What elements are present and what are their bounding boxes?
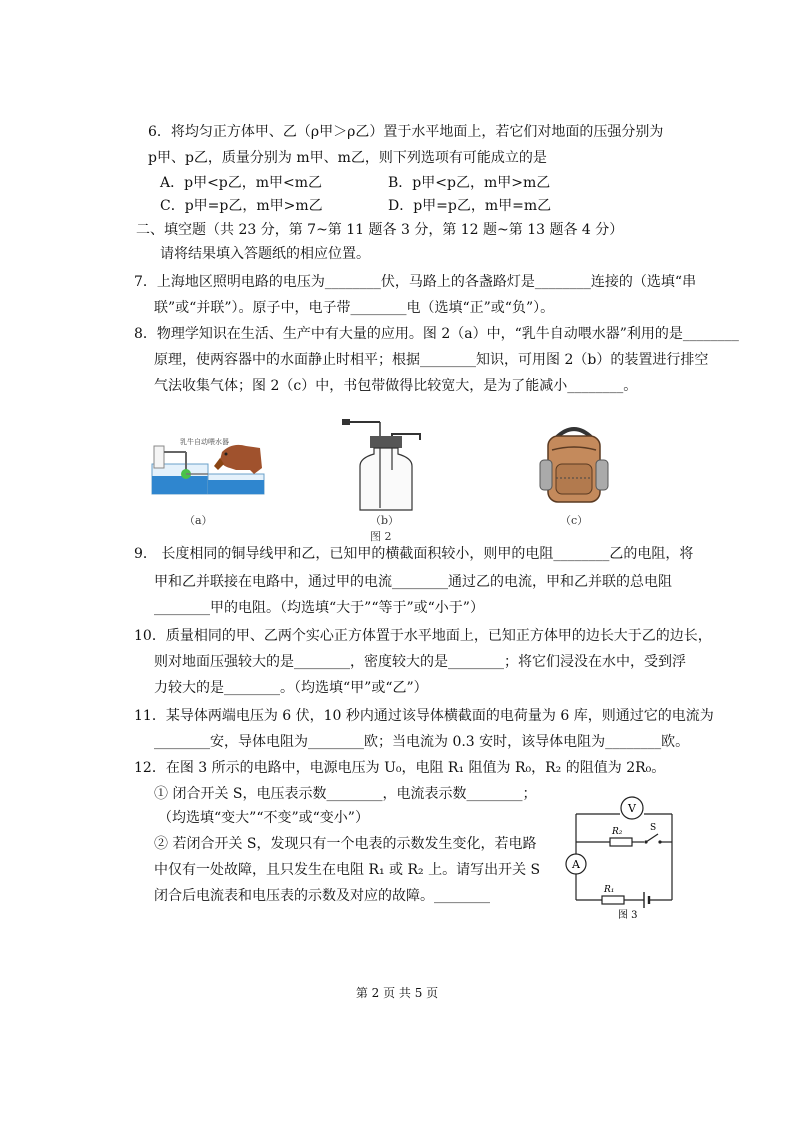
q9-line3: ________甲的电阻。（均选填“大于”“等于”或“小于”） (154, 600, 484, 616)
q9-line1: 9． 长度相同的铜导线甲和乙，已知甲的横截面积较小，则甲的电阻________乙的电阻，将 (134, 546, 694, 562)
q10-line2: 则对地面压强较大的是________，密度较大的是________；将它们浸没在水中，受到浮 (154, 654, 686, 670)
resistor-r2-icon (610, 838, 632, 846)
q6-line2: p甲、p乙，质量分别为 m甲、m乙，则下列选项有可能成立的是 (148, 150, 547, 166)
section2-instruction: 请将结果填入答题纸的相应位置。 (160, 246, 370, 262)
figure-3-circuit (560, 796, 684, 920)
q12-part2-line3: 闭合后电流表和电压表的示数及对应的故障。________ (154, 888, 490, 904)
q6-option-d: D．p甲=p乙，m甲=m乙 (388, 198, 552, 214)
figure-2a-image (150, 428, 266, 504)
section2-heading: 二、填空题（共 23 分，第 7~第 11 题各 3 分，第 12 题~第 13 题各 4 分） (136, 222, 624, 238)
ammeter-label: A (572, 858, 580, 871)
switch-icon (646, 834, 658, 842)
q8-line1: 8．物理学知识在生活、生产中有大量的应用。图 2（a）中，“乳牛自动喂水器”利用的是________ (134, 326, 739, 342)
q12-part2-line1: ② 若闭合开关 S，发现只有一个电表的示数发生变化，若电路 (154, 836, 537, 852)
resistor-r1-icon (602, 896, 624, 904)
q10-line3: 力较大的是________。（均选填“甲”或“乙”） (154, 680, 428, 696)
figure-2-caption: 图 2 (370, 530, 392, 543)
figure-2b-label: （b） (370, 514, 400, 527)
q6-option-a: A．p甲<p乙，m甲<m乙 (160, 175, 323, 191)
figure-2a-inner-label: 乳牛自动喂水器 (180, 438, 229, 446)
q8-line3: 气法收集气体；图 2（c）中，书包带做得比较宽大，是为了能减小________。 (154, 378, 638, 394)
q6-option-c: C．p甲=p乙，m甲>m乙 (160, 198, 323, 214)
figure-3-caption: 图 3 (618, 910, 638, 920)
q11-line2: ________安，导体电阻为________欧；当电流为 0.3 安时，该导体电阻为________欧。 (154, 734, 690, 750)
q12-part2-line2: 中仅有一处故障，且只发生在电阻 R₁ 或 R₂ 上。请写出开关 S (154, 862, 541, 878)
q12-part1-line2: （均选填“变大”“不变”或“变小”） (158, 810, 369, 826)
r1-label: R₁ (604, 885, 615, 895)
q12-part1-line1: ① 闭合开关 S，电压表示数________，电流表示数________； (154, 786, 537, 802)
voltmeter-label: V (628, 802, 636, 815)
q10-line1: 10．质量相同的甲、乙两个实心正方体置于水平地面上，已知正方体甲的边长大于乙的边长， (134, 628, 712, 644)
figure-2 (140, 412, 660, 548)
switch-label: S (650, 823, 657, 833)
q9-line2: 甲和乙并联接在电路中，通过甲的电流________通过乙的电流，甲和乙并联的总电阻 (154, 574, 672, 590)
figure-2c-label: （c） (560, 514, 589, 527)
r2-label: R₂ (612, 827, 623, 837)
q7-line2: 联”或“并联”）。原子中，电子带________电（选填“正”或“负”）。 (154, 300, 555, 316)
figure-2a-label: （a） (184, 514, 213, 527)
q8-line2: 原理，使两容器中的水面静止时相平；根据________知识，可用图 2（b）的装置进行排空 (154, 352, 709, 368)
figure-2b-image (340, 412, 430, 512)
q6-line1: 6．将均匀正方体甲、乙（ρ甲＞ρ乙）置于水平地面上，若它们对地面的压强分别为 (148, 124, 664, 140)
page-footer: 第 2 页 共 5 页 (355, 986, 439, 1000)
q12-line1: 12．在图 3 所示的电路中，电源电压为 U₀，电阻 R₁ 阻值为 R₀，R₂ 的阻值为 2R₀。 (134, 760, 666, 776)
q6-option-b: B．p甲<p乙，m甲>m乙 (388, 175, 551, 191)
figure-2c-image (534, 420, 614, 506)
q11-line1: 11．某导体两端电压为 6 伏，10 秒内通过该导体横截面的电荷量为 6 库，则通过它的电流为 (134, 708, 714, 724)
q7-line1: 7．上海地区照明电路的电压为________伏，马路上的各盏路灯是________连接的（选填“串 (134, 274, 697, 290)
